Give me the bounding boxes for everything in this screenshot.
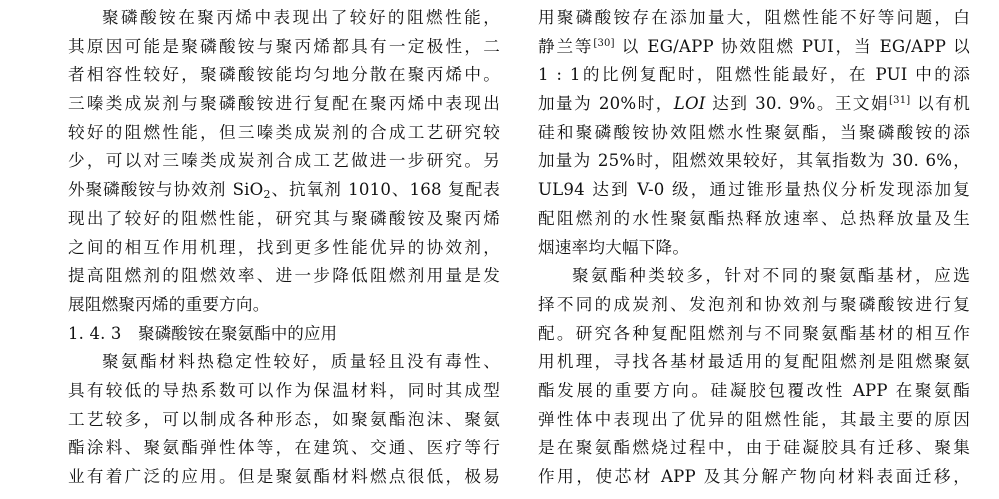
text-line: 1 : 1的比例复配时，阻燃性能最好，在 PUI 中的添 [538, 65, 970, 85]
text-segment: 、抗氧剂 1010、168 复配表 [270, 180, 500, 200]
text-line: 是在聚氨酯燃烧过程中，由于硅凝胶具有迁移、聚集 [538, 438, 970, 458]
text-line: 用机理，寻找各基材最适用的复配阻燃剂是阻燃聚氨 [538, 352, 970, 372]
citation-ref: [31] [889, 95, 911, 107]
text-line: 展阻燃聚丙烯的重要方向。 [68, 294, 270, 314]
text-line: 现出了较好的阻燃性能，研究其与聚磷酸铵及聚丙烯 [68, 208, 500, 228]
text-line: 硅和聚磷酸铵协效阻燃水性聚氨酯，当聚磷酸铵的添 [538, 122, 970, 142]
text-line: 较好的阻燃性能，但三嗪类成炭剂的合成工艺研究较 [68, 122, 500, 142]
text-line: 用聚磷酸铵存在添加量大，阻燃性能不好等问题，白 [538, 8, 970, 27]
text-line: 弹性体中表现出了优异的阻燃性能，其最主要的原因 [538, 409, 970, 429]
text-line: 少，可以对三嗪类成炭剂合成工艺做进一步研究。另 [68, 151, 500, 171]
text-line: 具有较低的导热系数可以作为保温材料，同时其成型 [68, 380, 500, 400]
text-line: 配。研究各种复配阻燃剂与不同聚氨酯基材的相互作 [538, 323, 970, 343]
text-line: 烟速率均大幅下降。 [538, 237, 690, 257]
text-line: 配阻燃剂的水性聚氨酯热释放速率、总热释放量及生 [538, 208, 970, 228]
text-line: 酯涂料、聚氨酯弹性体等，在建筑、交通、医疗等行 [68, 438, 500, 458]
italic-term: LOI [673, 94, 706, 114]
text-segment: 外聚磷酸铵与协效剂 SiO [68, 180, 264, 200]
text-line: UL94 达到 V-0 级，通过锥形量热仪分析发现添加复 [538, 180, 970, 200]
text-line: 作用，使芯材 APP 及其分解产物向材料表面迁移， [538, 467, 970, 486]
text-line: 加量为 25%时，阻燃效果较好，其氧指数为 30. 6%， [538, 151, 970, 171]
text-line-ref31 [538, 90, 970, 119]
text-line-ref30 [538, 33, 970, 62]
text-segment: 达到 30. 9%。王文娟 [705, 94, 890, 114]
text-line: 提高阻燃剂的阻燃效率、进一步降低阻燃剂用量是发 [68, 266, 500, 286]
text-line: 聚磷酸铵在聚丙烯中表现出了较好的阻燃性能， [102, 8, 500, 27]
subscript: 2 [263, 188, 271, 202]
citation-ref: [30] [593, 37, 615, 49]
text-segment: 静兰等 [538, 36, 594, 56]
text-line: 工艺较多，可以制成各种形态，如聚氨酯泡沫、聚氨 [68, 409, 500, 429]
text-line: 择不同的成炭剂、发泡剂和协效剂与聚磷酸铵进行复 [538, 294, 970, 314]
text-segment: 以 EG/APP 协效阻燃 PUI，当 EG/APP 以 [614, 36, 970, 56]
text-line: 其原因可能是聚磷酸铵与聚丙烯都具有一定极性，二 [68, 36, 500, 56]
text-segment: 加量为 20%时， [538, 94, 674, 114]
right-column [538, 4, 970, 492]
text-line: 三嗪类成炭剂与聚磷酸铵进行复配在聚丙烯中表现出 [68, 94, 500, 114]
text-line: 酯发展的重要方向。硅凝胶包覆改性 APP 在聚氨酯 [538, 380, 970, 400]
text-line: 者相容性较好，聚磷酸铵能均匀地分散在聚丙烯中。 [68, 65, 500, 85]
text-line: 业有着广泛的应用。但是聚氨酯材料燃点很低，极易 [68, 467, 500, 486]
text-line: 聚氨酯种类较多，针对不同的聚氨酯基材，应选 [572, 266, 970, 286]
section-heading: 1. 4. 3 聚磷酸铵在聚氨酯中的应用 [68, 323, 338, 343]
text-line: 聚氨酯材料热稳定性较好，质量轻且没有毒性、 [102, 352, 500, 372]
text-line: 之间的相互作用机理，找到更多性能优异的协效剂， [68, 237, 500, 257]
text-segment: 以有机 [910, 94, 970, 114]
left-column [68, 4, 500, 492]
text-line-sio2 [68, 176, 500, 205]
